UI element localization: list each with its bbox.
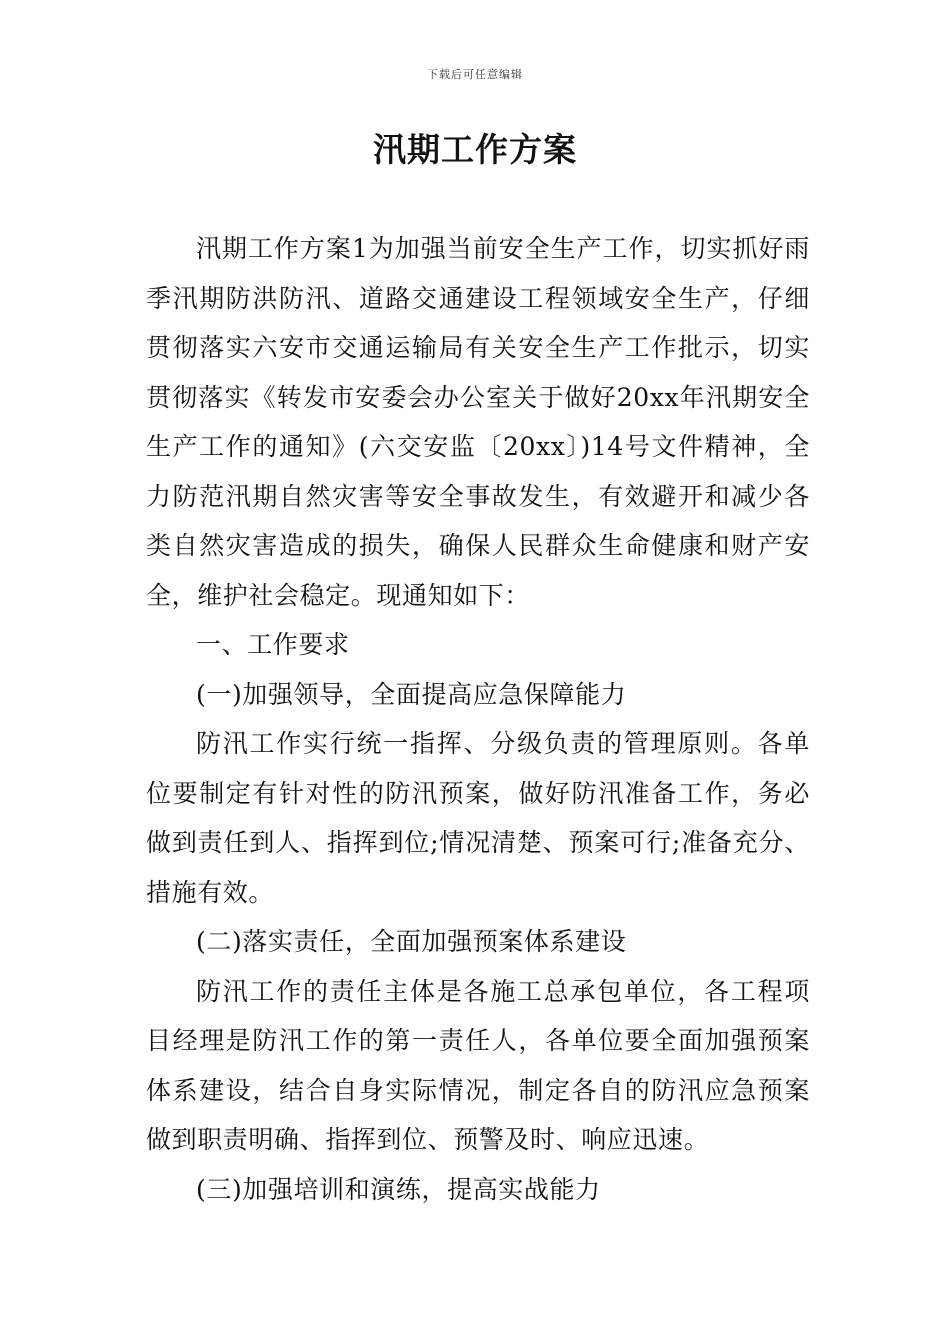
subsection-heading-3: (三)加强培训和演练，提高实战能力: [196, 1174, 601, 1204]
section-heading-requirements: 一、工作要求: [196, 630, 350, 659]
page-title: 汛期工作方案: [373, 130, 577, 169]
subsection-heading-1: (一)加强领导，全面提高应急保障能力: [196, 679, 627, 709]
paragraph-subsection-1: 防汛工作实行统一指挥、分级负责的管理原则。各单位要制定有针对性的防汛预案，做好防汛准备工作，务必做到责任到人、指挥到位;情况清楚、预案可行;准备充分、措施有效。: [146, 729, 810, 907]
paragraph-intro: 汛期工作方案1为加强当前安全生产工作，切实抓好雨季汛期防洪防汛、道路交通建设工程领域安全生产，仔细贯彻落实六安市交通运输局有关安全生产工作批示，切实贯彻落实《转发市安委会办公室关于做好20xx年汛期安全生产工作的通知》(六交安监〔20xx〕)14号文件精神，全力防范汛期自然灾害等安全事故发生，有效避开和减少各类自然灾害造成的损失，确保人民群众生命健康和财产安全，维护社会稳定。现通知如下：: [146, 234, 810, 610]
paragraph-subsection-2: 防汛工作的责任主体是各施工总承包单位，各工程项目经理是防汛工作的第一责任人，各单位要全面加强预案体系建设，结合自身实际情况，制定各自的防汛应急预案做到职责明确、指挥到位、预警及时、响应迅速。: [146, 976, 810, 1154]
subsection-heading-2: (二)落实责任，全面加强预案体系建设: [196, 927, 627, 956]
header-note: 下载后可任意编辑: [427, 68, 523, 81]
document-body: [146, 224, 810, 1214]
